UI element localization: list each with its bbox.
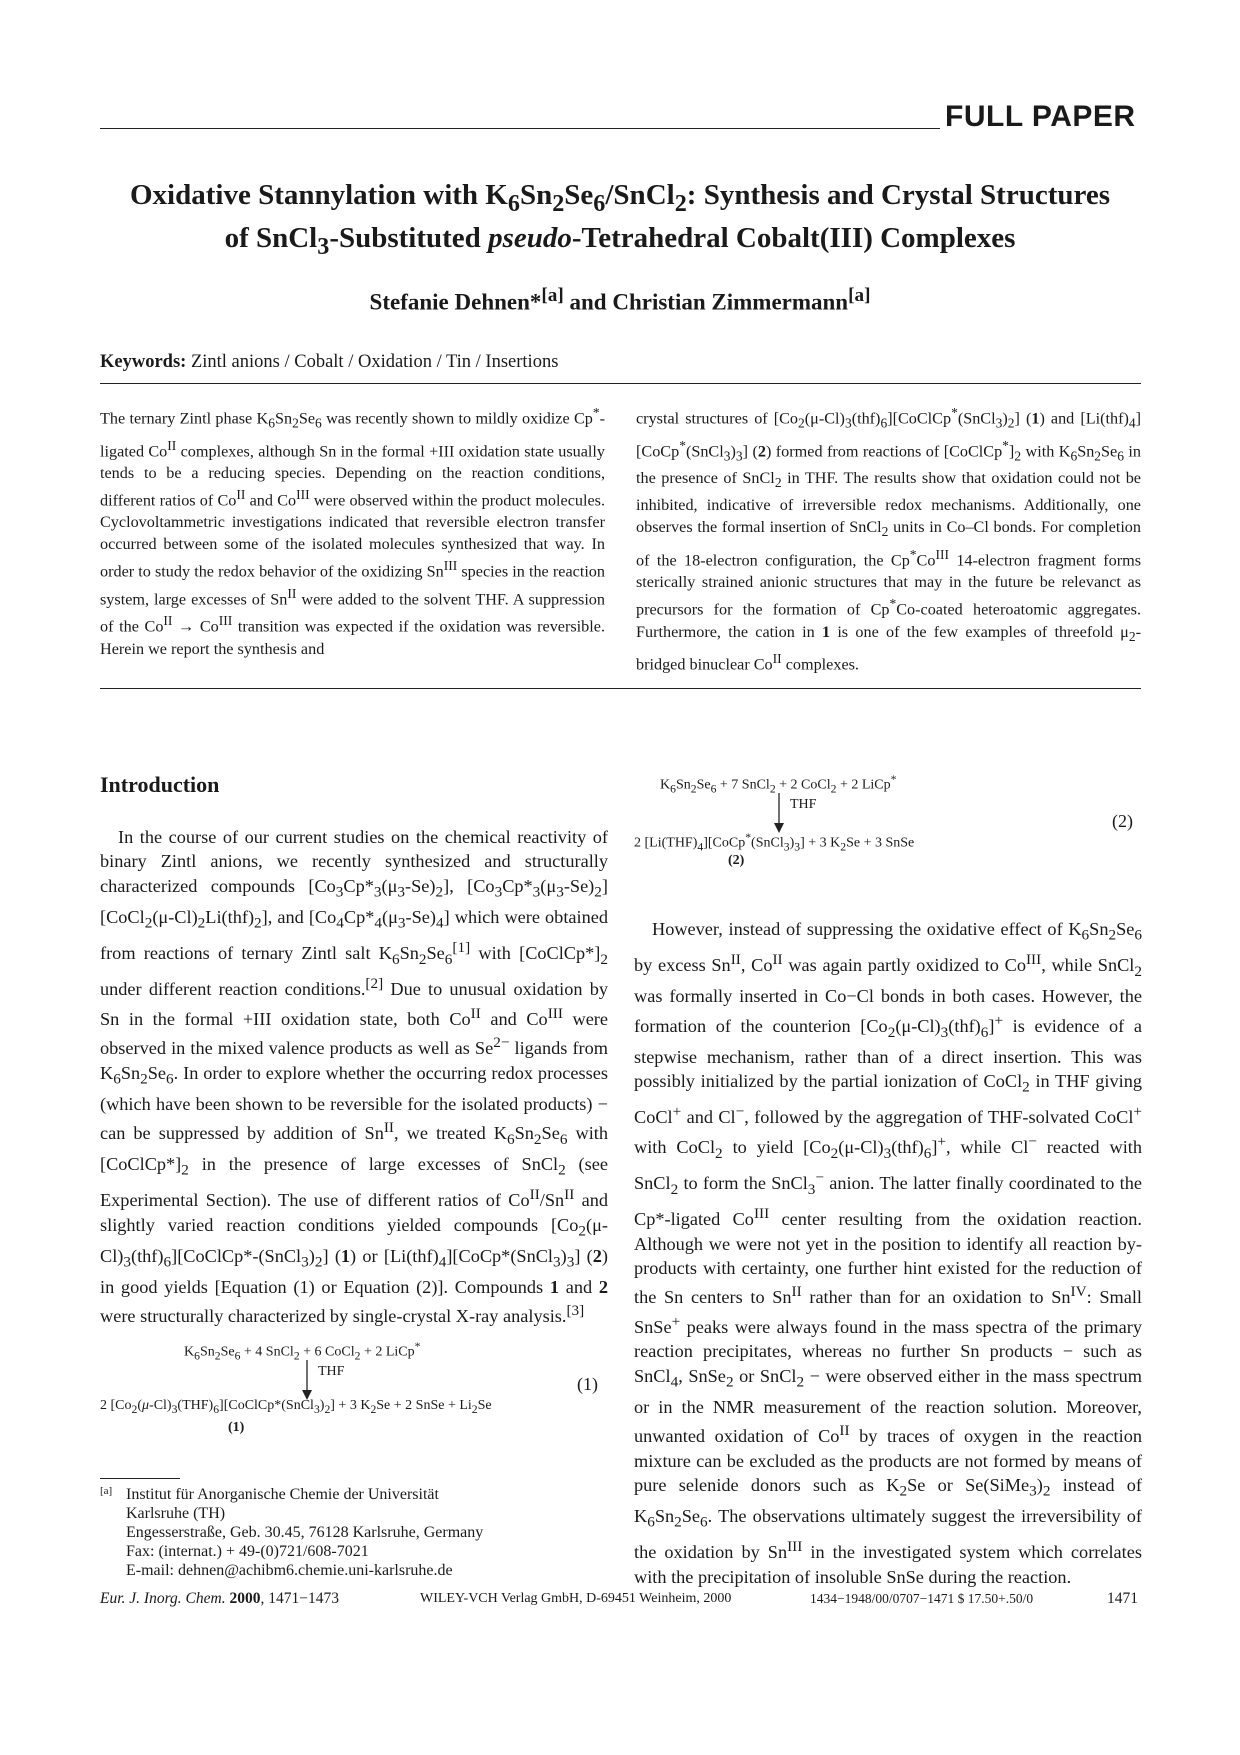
- footer-year: 2000: [229, 1590, 261, 1607]
- footnote-line: Institut für Anorganische Chemie der Universität: [126, 1486, 439, 1503]
- footer-pages: , 1471−1473: [260, 1590, 339, 1607]
- footnote-line: Karlsruhe (TH): [126, 1505, 226, 1522]
- footer-publisher: WILEY-VCH Verlag GmbH, D-69451 Weinheim, 2000: [420, 1591, 732, 1606]
- footer-journal: Eur. J. Inorg. Chem.: [100, 1590, 226, 1607]
- discussion-paragraph: However, instead of suppressing the oxidative effect of $K_6Sn_2Se_6$ by excess $Sn^{II}$, $Co^{II}$ was again partly oxidized to $Co^{III}$, while SnCl$_2$ was formally inserted in Co−Cl bonds in both cases. However, the formation of the counterion $[Co_2(\mu-Cl)_3(thf)_6]^+$ is evidence of a stepwise mechanism, rather than of a direct insertion. This was possibly initialized by the partial ionization of CoCl$_2$ in THF giving CoCl+ and Cl−, followed by the aggregation of THF-solvated CoCl+ with CoCl$_2$ to yield $[Co_2(\mu-Cl)_3(thf)_6]^+$, while Cl− reacted with SnCl$_2$ to form the SnCl$_3$− anion. The latter finally coordinated to the Cp*-ligated $Co^{III}$ center resulting from the oxidation reaction. Although we were not yet in the position to identify all reaction by-products with certainty, one further hint existed for the reduction of the Sn centers to $Sn^{II}$ rather than for an oxidation to $Sn^{IV}$: Small SnSe+ peaks were always found in the mass spectra of the primary reaction precipitates, whereas no further Sn products − such as SnCl$_4$, SnSe$_2$ or SnCl$_2$ − were observed either in the mass spectrum or in the NMR measurement of the reaction solution. Moreover, unwanted oxidation of $Co^{II}$ by traces of oxygen in the reaction mixture can be excluded as the products are not formed by means of pure selenide donors such as $K_2Se$ or $Se(SiMe_3)_2$ instead of $K_6Sn_2Se_6$. The observations ultimately suggest the irreversibility of the oxidation by $Sn^{III}$ in the investigated system which correlates with the precipitation of insoluble SnSe during the reaction.: [634, 919, 1143, 1587]
- equation-1-arrow: [300, 1360, 314, 1400]
- equation-2-condition: THF: [790, 797, 817, 812]
- equation-2-arrow: [772, 793, 786, 833]
- equation-1-compound-label: (1): [228, 1420, 245, 1435]
- equation-1-reactants: $K_6Sn_2Se_6 + 4$ SnCl$_2$ + 6 CoCl$_2$ + 2 LiCp*: [184, 1340, 421, 1363]
- footnote-tag: [a]: [100, 1485, 113, 1497]
- equation-2-number: (2): [1112, 811, 1133, 831]
- equation-2-products: 2 $[Li(THF)_4][CoCp^*(SnCl_3)_3] + 3$ $K_2Se + 3$ SnSe: [634, 831, 915, 854]
- section-heading-introduction: Introduction: [100, 772, 220, 797]
- authors: Stefanie Dehnen*[a] and Christian Zimmermann[a]: [369, 285, 871, 315]
- affiliation-footnote: [100, 1485, 620, 1580]
- footnote-email: E-mail: dehnen@achibm6.chemie.uni-karlsruhe.de: [126, 1562, 453, 1579]
- equation-2-compound-label: (2): [728, 853, 745, 868]
- footer-issn: 1434−1948/00/0707−1471 $ 17.50+.50/0: [810, 1591, 1034, 1606]
- page-number: 1471: [1107, 1590, 1138, 1607]
- footnote-line: Engesserstraße, Geb. 30.45, 76128 Karlsruhe, Germany: [126, 1524, 484, 1541]
- footnote-line: Fax: (internat.) + 49-(0)721/608-7021: [126, 1543, 369, 1560]
- keywords-list: Zintl anions / Cobalt / Oxidation / Tin / Insertions: [190, 352, 559, 372]
- equation-1-condition: THF: [318, 1364, 345, 1379]
- article-title: [90, 178, 1150, 264]
- keywords-label: Keywords:: [100, 352, 187, 372]
- title-line-1: Oxidative Stannylation with $K_6Sn_2Se_6/SnCl_2$: Synthesis and Crystal Structures: [130, 179, 1110, 217]
- equation-1-products: 2 $[Co_2(\mu-Cl)_3(THF)_6][CoClCp*(SnCl_3)_2] + 3$ $K_2Se + 2$ SnSe + $Li_2Se$: [100, 1398, 492, 1416]
- title-line-2: of SnCl$_3$-Substituted pseudo-Tetrahedral Cobalt(III) Complexes: [224, 221, 1016, 260]
- equation-1: [100, 1340, 620, 1470]
- header-rule: [100, 128, 940, 129]
- equation-1-number: (1): [577, 1374, 598, 1394]
- section-label: FULL PAPER: [945, 100, 1136, 133]
- abstract-right-column: crystal structures of $[Co_2(\mu-Cl)_3(thf)_6][CoClCp^*(SnCl_3)_2]$ (1) and $[Li(thf)_4][CoCp^*(SnCl_3)_3]$ (2) formed from reactions of $[CoClCp^*]_2$ with $K_6Sn_2Se_6$ in the presence of SnCl$_2$ in THF. The results show that oxidation could not be inhibited, indicative of irreversible redox mechanisms. Additionally, one observes the formal insertion of SnCl$_2$ units in Co–Cl bonds. For completion of the 18-electron configuration, the $Cp^*Co^{III}$ 14-electron fragment forms sterically strained anionic structures that may in the future be relevanct as precursors for the formation of Cp*Co-coated heteroatomic aggregates. Furthermore, the cation in 1 is one of the few examples of threefold $\mu_2$-bridged binuclear $Co^{II}$ complexes.: [636, 405, 1142, 674]
- introduction-paragraph: In the course of our current studies on the chemical reactivity of binary Zintl anions, we recently synthesized and structurally characterized compounds $[Co_3Cp*_3(\mu_3-Se)_2]$, $[Co_3Cp*_3(\mu_3-Se)_2][CoCl_2(\mu-Cl)_2Li(thf)_2]$, and $[Co_4Cp*_4(\mu_3-Se)_4]$ which were obtained from reactions of ternary Zintl salt $K_6Sn_2Se_6[1]$ with $[CoClCp*]_2$ under different reaction conditions.[2] Due to unusual oxidation by Sn in the formal +III oxidation state, both $Co^{II}$ and $Co^{III}$ were observed in the mixed valence products as well as $Se^{2-}$ ligands from $K_6Sn_2Se_6$. In order to explore whether the occurring redox processes (which have been shown to be reversible for the isolated products) − can be suppressed by addition of $Sn^{II}$, we treated $K_6Sn_2Se_6$ with $[CoClCp*]_2$ in the presence of large excesses of SnCl$_2$ (see Experimental Section). The use of different ratios of $Co^{II}/Sn^{II}$ and slightly varied reaction conditions yielded compounds $[Co_2(\mu-Cl)_3(thf)_6][CoClCp*-(SnCl_3)_2]$ (1) or $[Li(thf)_4][CoCp*(SnCl_3)_3]$ (2) in good yields [Equation (1) or Equation (2)]. Compounds 1 and 2 were structurally characterized by single-crystal X-ray analysis.[3]: [100, 827, 609, 1327]
- abstract-top-rule: [100, 383, 1141, 384]
- equation-2: [634, 773, 1142, 883]
- abstract-bottom-rule: [100, 688, 1141, 689]
- keywords: [100, 352, 1140, 373]
- equation-2-reactants: $K_6Sn_2Se_6 + 7$ SnCl$_2$ + 2 CoCl$_2$ + 2 LiCp*: [660, 773, 897, 796]
- footer-citation: [100, 1590, 339, 1608]
- footnote-rule: [100, 1478, 180, 1479]
- abstract-left-column: The ternary Zintl phase $K_6Sn_2Se_6$ was recently shown to mildly oxidize Cp*-ligated $Co^{II}$ complexes, although Sn in the formal +III oxidation state usually tends to be a reducing species. Depending on the reaction conditions, different ratios of $Co^{II}$ and $Co^{III}$ were observed within the product molecules. Cyclovoltammetric investigations indicated that reversible electron transfer occurred between some of the isolated molecules synthesized that way. In order to study the redox behavior of the oxidizing $Sn^{III}$ species in the reaction system, large excesses of $Sn^{II}$ were added to the solvent THF. A suppression of the $Co^{II} \to Co^{III}$ transition was expected if the oxidation was reversible. Herein we report the synthesis and: [100, 405, 605, 658]
